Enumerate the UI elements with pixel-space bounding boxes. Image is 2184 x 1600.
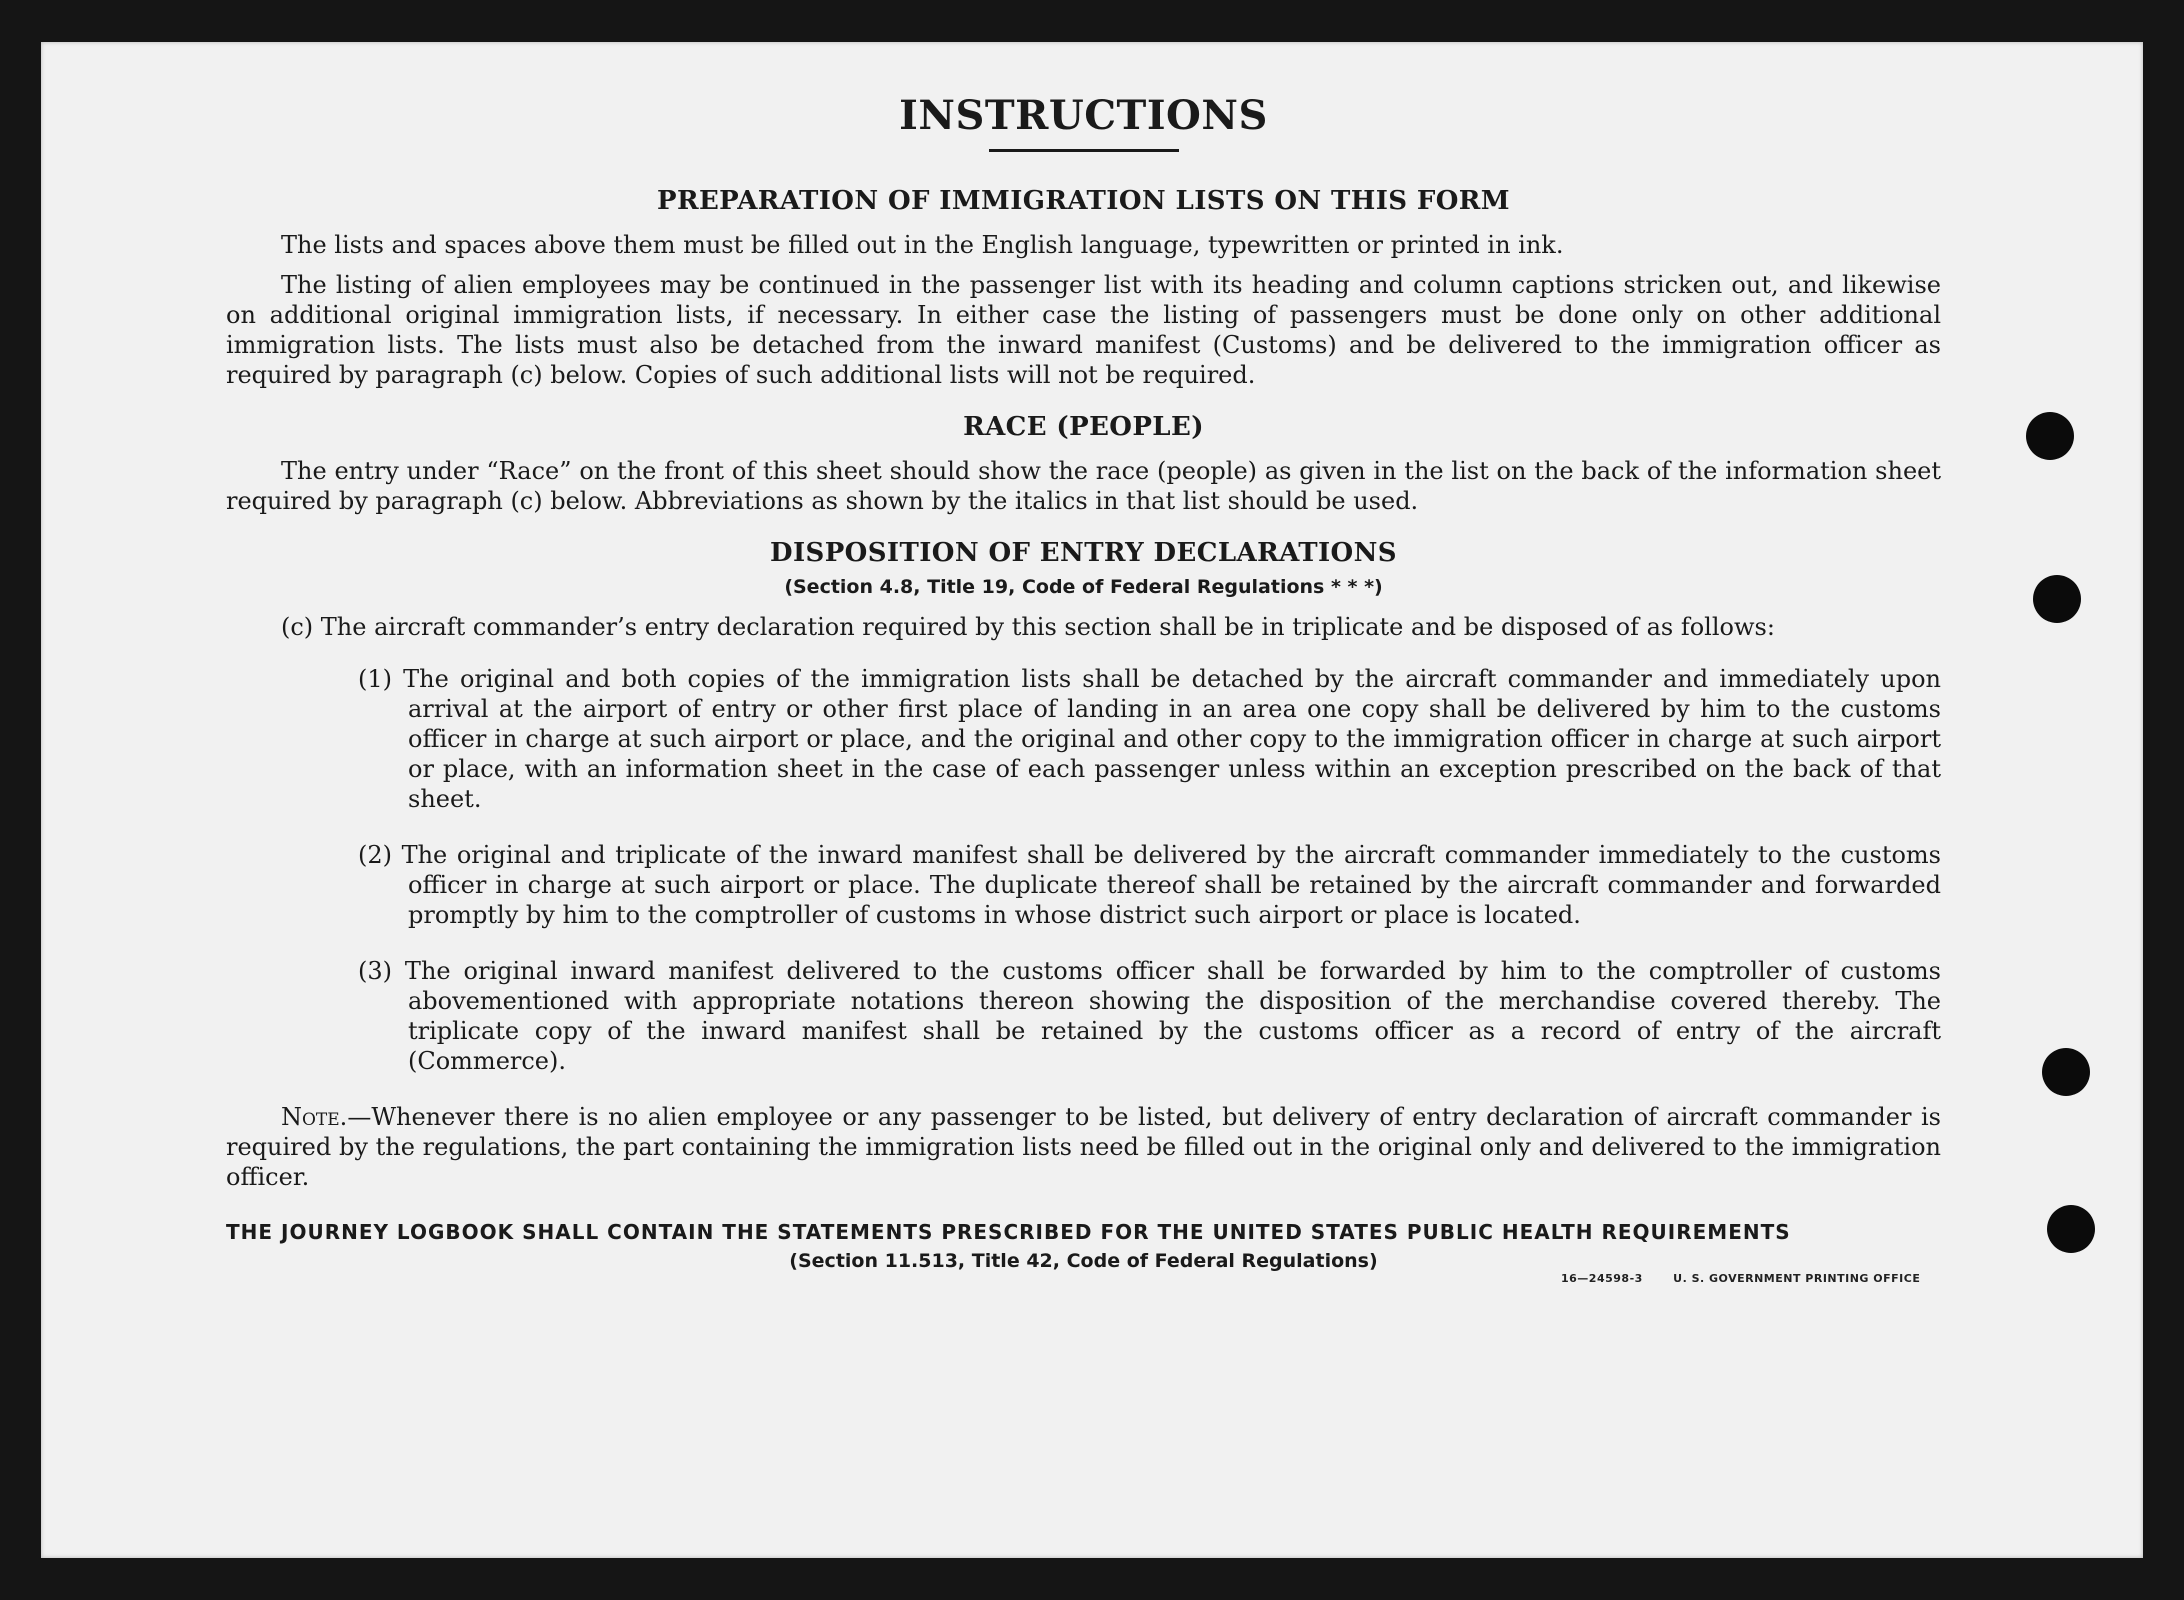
form-number: 16—24598-3	[1561, 1272, 1643, 1285]
logbook-citation: (Section 11.513, Title 42, Code of Federal Regulations)	[789, 1250, 1378, 1272]
punch-hole	[2026, 412, 2074, 460]
disposition-clause-c: (c) The aircraft commander’s entry declaration required by this section shall be in triplicate and be disposed of as follows:	[281, 613, 1775, 641]
logbook-heading: THE JOURNEY LOGBOOK SHALL CONTAIN THE STATEMENTS PRESCRIBED FOR THE UNITED STATES PUBLIC HEALTH REQUIREMENTS	[226, 1220, 1791, 1244]
race-heading: RACE (PEOPLE)	[963, 412, 1204, 442]
preparation-heading: PREPARATION OF IMMIGRATION LISTS ON THIS FORM	[657, 186, 1510, 216]
punch-hole	[2042, 1048, 2090, 1096]
printer-imprint	[1561, 1272, 1951, 1285]
preparation-paragraph-2: The listing of alien employees may be continued in the passenger list with its heading and column captions stricken out, and likewise on additional original immigration lists, if necessary. In either case the listing of passengers must be done only on other additional immigration lists. The lists must also be detached from the inward manifest (Customs) and be delivered to the immigration officer as required by paragraph (c) below. Copies of such additional lists will not be required.	[226, 271, 1941, 389]
note-lead: Note.	[281, 1103, 348, 1131]
punch-hole	[2033, 575, 2081, 623]
race-paragraph: The entry under “Race” on the front of this sheet should show the race (people) as given in the list on the back of the information sheet required by paragraph (c) below. Abbreviations as shown by the italics in that list should be used.	[226, 457, 1941, 515]
disposition-item-2: (2) The original and triplicate of the inward manifest shall be delivered by the aircraft commander immediately to the customs officer in charge at such airport or place. The duplicate thereof shall be retained by the aircraft commander and forwarded promptly by him to the comptroller of customs in whose district such airport or place is located.	[358, 841, 1941, 929]
document-page	[41, 42, 2143, 1558]
instructions-content	[226, 92, 1941, 1272]
page-title: INSTRUCTIONS	[899, 92, 1268, 139]
disposition-item-3: (3) The original inward manifest delivered to the customs officer shall be forwarded by him to the comptroller of customs abovementioned with appropriate notations thereon showing the disposition of the merchandise covered thereby. The triplicate copy of the inward manifest shall be retained by the customs officer as a record of entry of the aircraft (Commerce).	[358, 957, 1941, 1075]
printing-office: U. S. GOVERNMENT PRINTING OFFICE	[1673, 1272, 1921, 1285]
preparation-paragraph-1: The lists and spaces above them must be filled out in the English language, typewritten or printed in ink.	[281, 231, 1564, 259]
note-paragraph	[226, 1102, 1941, 1192]
disposition-heading: DISPOSITION OF ENTRY DECLARATIONS	[770, 538, 1397, 568]
title-underline	[989, 149, 1179, 152]
note-text: —Whenever there is no alien employee or any passenger to be listed, but delivery of entry declaration of aircraft commander is required by the regulations, the part containing the immigration lists need be filled out in the original only and delivered to the immigration officer.	[226, 1103, 1941, 1191]
disposition-item-1: (1) The original and both copies of the immigration lists shall be detached by the aircraft commander and immediately upon arrival at the airport of entry or other first place of landing in an area one copy shall be delivered by him to the customs officer in charge at such airport or place, and the original and other copy to the immigration officer in charge at such airport or place, with an information sheet in the case of each passenger unless within an exception prescribed on the back of that sheet.	[358, 665, 1941, 813]
punch-hole	[2047, 1205, 2095, 1253]
disposition-citation: (Section 4.8, Title 19, Code of Federal Regulations * * *)	[784, 576, 1383, 598]
